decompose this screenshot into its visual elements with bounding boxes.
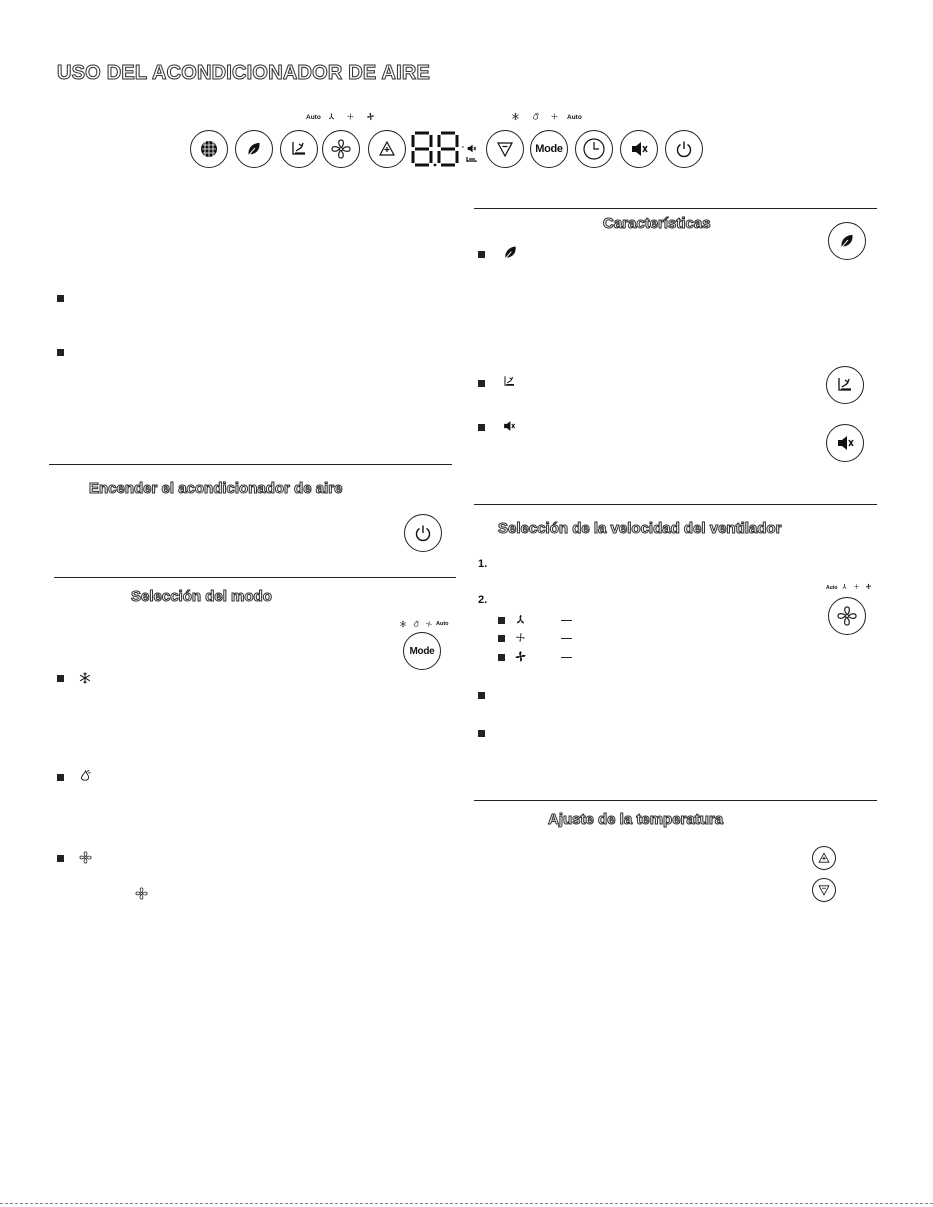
swing-icon — [289, 139, 309, 159]
section-title-modo: Selección del modo — [131, 588, 272, 605]
power-button[interactable] — [665, 130, 703, 168]
step-number: 1. — [478, 558, 488, 570]
sleep-icon — [466, 156, 477, 163]
swing-button[interactable] — [280, 130, 318, 168]
fan-speed-mid-icon — [346, 112, 355, 121]
bullet — [478, 692, 485, 699]
section-title-ventilador: Selección de la velocidad del ventilador — [498, 520, 782, 537]
fan-speed-high-icon — [865, 583, 872, 590]
mode-label: Mode — [409, 645, 435, 657]
bullet — [498, 654, 505, 661]
bullet — [478, 424, 485, 431]
bullet — [57, 675, 64, 682]
fan-speed-high-icon — [366, 112, 375, 121]
swing-button-illustration — [826, 366, 864, 404]
dry-icon — [412, 620, 420, 628]
filter-button[interactable] — [190, 130, 228, 168]
swing-icon — [502, 374, 517, 389]
temp-up-icon — [377, 139, 397, 159]
temperature-display — [410, 130, 462, 168]
bullet — [478, 251, 485, 258]
fan-speed-low-icon — [841, 583, 848, 590]
step-number: 2. — [478, 594, 488, 606]
eco-leaf-icon — [502, 244, 519, 261]
fan-speed-mid-icon — [514, 631, 527, 644]
bullet — [57, 855, 64, 862]
fan-speed-low-icon — [327, 112, 336, 121]
temp-down-button-illustration — [812, 878, 836, 902]
mute-icon — [502, 419, 516, 433]
mode-icon: Mode — [535, 143, 563, 155]
temp-up-button[interactable] — [368, 130, 406, 168]
temp-up-icon — [817, 851, 831, 865]
fan-mode-icon — [134, 886, 149, 901]
section-title-caracteristicas: Características — [603, 215, 711, 232]
fan-button-illustration — [828, 597, 866, 635]
power-button-illustration — [404, 514, 442, 552]
temp-down-icon — [495, 139, 515, 159]
dry-icon — [531, 112, 540, 121]
swing-icon — [835, 375, 855, 395]
bullet — [57, 774, 64, 781]
eco-button[interactable] — [235, 130, 273, 168]
fan-auto-label: Auto — [826, 585, 838, 591]
timer-icon — [582, 137, 606, 161]
dash — [561, 638, 572, 639]
dash — [561, 620, 572, 621]
snowflake-icon — [78, 671, 92, 685]
bullet — [57, 295, 64, 302]
divider — [474, 208, 877, 209]
dry-icon — [78, 769, 92, 783]
bullet — [478, 380, 485, 387]
deg-dot: ° — [462, 146, 464, 152]
timer-button[interactable] — [575, 130, 613, 168]
mode-auto-label: Auto — [567, 114, 582, 121]
snowflake-icon — [511, 112, 520, 121]
bullet — [498, 617, 505, 624]
mute-button[interactable] — [620, 130, 658, 168]
fan-speed-low-icon — [514, 613, 527, 626]
page-edge — [0, 1203, 933, 1204]
bullet — [478, 730, 485, 737]
fan-button[interactable] — [322, 130, 360, 168]
fan-icon — [835, 604, 859, 628]
mode-button-illustration — [403, 632, 441, 670]
divider — [474, 504, 877, 505]
divider — [54, 577, 456, 578]
mode-button[interactable] — [530, 130, 568, 168]
mute-icon — [629, 139, 649, 159]
power-icon — [413, 523, 433, 543]
fan-icon — [329, 137, 353, 161]
fan-mode-icon — [425, 620, 433, 628]
eco-leaf-icon — [245, 140, 263, 158]
temp-down-icon — [817, 883, 831, 897]
eco-button-illustration — [828, 222, 866, 260]
dash — [561, 657, 572, 658]
bullet — [57, 349, 64, 356]
temp-down-button[interactable] — [486, 130, 524, 168]
fan-speed-mid-icon — [853, 583, 860, 590]
mute-indicator-icon — [466, 143, 477, 154]
filter-icon — [199, 139, 219, 159]
mode-auto-label: Auto — [436, 621, 449, 627]
page-title: USO DEL ACONDICIONADOR DE AIRE — [57, 62, 431, 84]
fan-speed-high-icon — [514, 650, 527, 663]
temp-up-button-illustration — [812, 846, 836, 870]
mute-icon — [835, 433, 855, 453]
divider — [474, 800, 877, 801]
section-title-encender: Encender el acondicionador de aire — [89, 480, 343, 497]
eco-leaf-icon — [838, 232, 856, 250]
bullet — [498, 635, 505, 642]
fan-auto-label: Auto — [306, 114, 321, 121]
power-icon — [674, 139, 694, 159]
divider — [49, 464, 452, 465]
section-title-temperatura: Ajuste de la temperatura — [548, 811, 724, 828]
fan-mode-icon — [78, 850, 93, 865]
mute-button-illustration — [826, 424, 864, 462]
fan-mode-icon — [550, 112, 559, 121]
snowflake-icon — [399, 620, 407, 628]
